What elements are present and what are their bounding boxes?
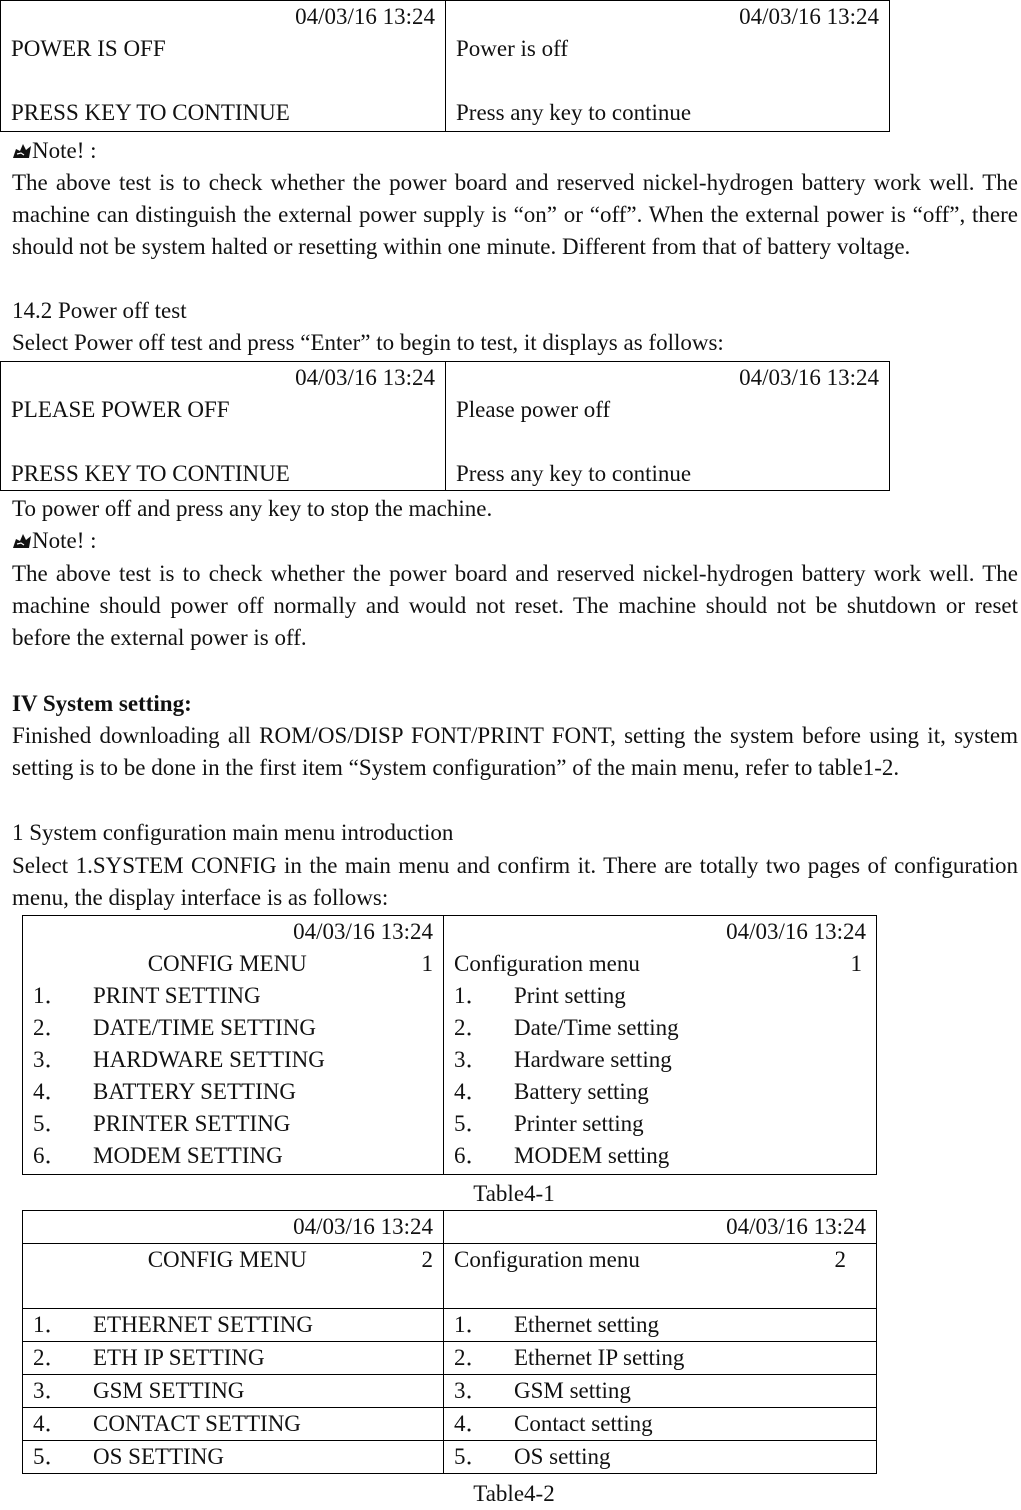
menu-item-number: 4． <box>454 1079 489 1104</box>
menu-item-label: Battery setting <box>514 1079 649 1104</box>
menu-item-number: 1． <box>454 1312 489 1337</box>
menu-item-label: Ethernet setting <box>514 1312 659 1337</box>
power-is-off-table <box>0 0 890 132</box>
timestamp-cell <box>444 1211 877 1244</box>
menu-item-number: 6． <box>454 1143 489 1168</box>
timestamp: 04/03/16 13:24 <box>726 919 866 944</box>
menu-item-number: 3． <box>454 1378 489 1403</box>
timestamp: 04/03/16 13:24 <box>726 1214 866 1239</box>
note-label: Note! : <box>12 525 1018 557</box>
timestamp: 04/03/16 13:24 <box>293 1214 433 1239</box>
config-menu-page1-left <box>23 916 444 1175</box>
please-power-off-table <box>0 361 890 491</box>
menu-item <box>23 1441 444 1474</box>
screen-line: PRESS KEY TO CONTINUE <box>11 461 290 486</box>
menu-header <box>33 948 433 980</box>
menu-item <box>23 1309 444 1342</box>
menu-item-label: Contact setting <box>514 1411 653 1436</box>
screen-line: Press any key to continue <box>456 100 692 125</box>
note-label: Note! : <box>12 135 1018 167</box>
screen-line: PLEASE POWER OFF <box>11 397 230 422</box>
menu-item-number: 5． <box>454 1111 489 1136</box>
menu-item <box>444 1375 877 1408</box>
section-intro: Select Power off test and press “Enter” to begin to test, it displays as follows: <box>12 330 724 355</box>
menu-item-label: OS SETTING <box>93 1444 224 1469</box>
menu-header <box>454 948 866 980</box>
menu-item-label: Printer setting <box>514 1111 644 1136</box>
menu-item <box>454 1076 866 1108</box>
menu-item-number: 4． <box>33 1079 68 1104</box>
menu-item-label: HARDWARE SETTING <box>93 1047 325 1072</box>
menu-header-cell <box>23 1244 444 1309</box>
menu-item <box>23 1342 444 1375</box>
screen-line: PRESS KEY TO CONTINUE <box>11 100 290 125</box>
timestamp-cell <box>23 1211 444 1244</box>
menu-item-label: MODEM setting <box>514 1143 670 1168</box>
timestamp: 04/03/16 13:24 <box>295 365 435 390</box>
config-menu-page1-right <box>444 916 877 1175</box>
timestamp: 04/03/16 13:24 <box>739 365 879 390</box>
menu-item <box>454 1044 866 1076</box>
note-icon <box>12 142 32 160</box>
menu-title: Configuration menu <box>454 1247 640 1272</box>
menu-item-number: 3． <box>454 1047 489 1072</box>
menu-item-number: 4． <box>33 1411 68 1436</box>
menu-item <box>33 980 433 1012</box>
menu-title: Configuration menu <box>454 951 640 976</box>
menu-header <box>33 1244 433 1276</box>
table-row <box>23 1408 877 1441</box>
timestamp: 04/03/16 13:24 <box>295 4 435 29</box>
page-number: 1 <box>850 951 862 976</box>
menu-item-label: CONTACT SETTING <box>93 1411 301 1436</box>
menu-item-number: 1． <box>454 983 489 1008</box>
menu-item-number: 5． <box>454 1444 489 1469</box>
table-caption: Table4-2 <box>473 1481 555 1506</box>
menu-item-label: ETHERNET SETTING <box>93 1312 313 1337</box>
power-is-off-left-cell <box>1 1 446 132</box>
menu-item <box>444 1408 877 1441</box>
subsection-paragraph: Select 1.SYSTEM CONFIG in the main menu and confirm it. There are totally two pages of configuration menu, the display interface is as follows: <box>12 853 1018 910</box>
screen-line: Power is off <box>456 36 569 61</box>
menu-item-label: DATE/TIME SETTING <box>93 1015 316 1040</box>
menu-item-number: 2． <box>454 1345 489 1370</box>
menu-item <box>33 1108 433 1140</box>
menu-item <box>454 1140 866 1172</box>
menu-item-number: 1． <box>33 983 68 1008</box>
table-row <box>23 1441 877 1474</box>
menu-item <box>33 1012 433 1044</box>
menu-item <box>444 1309 877 1342</box>
menu-item-label: Hardware setting <box>514 1047 672 1072</box>
timestamp: 04/03/16 13:24 <box>739 4 879 29</box>
menu-item-label: PRINTER SETTING <box>93 1111 291 1136</box>
menu-item <box>23 1408 444 1441</box>
table-row <box>23 1342 877 1375</box>
please-power-off-right-cell <box>446 362 890 491</box>
menu-item-label: Date/Time setting <box>514 1015 679 1040</box>
menu-item-label: OS setting <box>514 1444 611 1469</box>
menu-item-label: GSM setting <box>514 1378 631 1403</box>
menu-item-number: 3． <box>33 1047 68 1072</box>
note-text: The above test is to check whether the power board and reserved nickel-hydrogen battery work well. The machine can distinguish the external power supply is “on” or “off”. When the external power is “off”, there should not be system halted or resetting within one minute. Different from that of battery voltage. <box>12 170 1018 259</box>
menu-item-label: Print setting <box>514 983 626 1008</box>
menu-item <box>444 1342 877 1375</box>
table-caption: Table4-1 <box>473 1181 555 1206</box>
menu-item <box>444 1441 877 1474</box>
page-number: 2 <box>834 1247 846 1272</box>
menu-item-label: PRINT SETTING <box>93 983 261 1008</box>
menu-item-number: 2． <box>33 1345 68 1370</box>
menu-item-number: 3． <box>33 1378 68 1403</box>
menu-title: CONFIG MENU <box>147 951 307 976</box>
menu-header <box>454 1244 866 1276</box>
screen-line: Press any key to continue <box>456 461 692 486</box>
menu-item <box>33 1044 433 1076</box>
note-text: The above test is to check whether the power board and reserved nickel-hydrogen battery work well. The machine should power off normally and would not reset. The machine should not be shutdown or reset before the external power is off. <box>12 561 1018 650</box>
menu-item <box>454 980 866 1012</box>
menu-item-number: 5． <box>33 1444 68 1469</box>
menu-item-number: 6． <box>33 1143 68 1168</box>
table-row <box>23 1309 877 1342</box>
page-number: 2 <box>421 1247 433 1272</box>
menu-title: CONFIG MENU <box>147 1247 307 1272</box>
menu-item-label: BATTERY SETTING <box>93 1079 296 1104</box>
menu-item-label: ETH IP SETTING <box>93 1345 265 1370</box>
menu-item <box>33 1140 433 1172</box>
menu-item-number: 2． <box>33 1015 68 1040</box>
menu-item-number: 5． <box>33 1111 68 1136</box>
power-is-off-right-cell <box>446 1 890 132</box>
screen-line: POWER IS OFF <box>11 36 166 61</box>
table-row <box>23 1375 877 1408</box>
menu-item <box>33 1076 433 1108</box>
system-setting-heading: IV System setting: <box>12 691 192 716</box>
note-icon <box>12 532 32 550</box>
timestamp: 04/03/16 13:24 <box>293 919 433 944</box>
power-off-instruction: To power off and press any key to stop the machine. <box>12 496 493 521</box>
menu-item-label: GSM SETTING <box>93 1378 245 1403</box>
config-menu-page1-table <box>22 915 877 1175</box>
config-menu-page2-table <box>22 1210 877 1474</box>
menu-item <box>454 1012 866 1044</box>
section-heading: 14.2 Power off test <box>12 298 187 323</box>
menu-item-number: 2． <box>454 1015 489 1040</box>
please-power-off-left-cell <box>1 362 446 491</box>
screen-line: Please power off <box>456 397 611 422</box>
menu-item-label: MODEM SETTING <box>93 1143 283 1168</box>
page-number: 1 <box>421 951 433 976</box>
menu-item-number: 1． <box>33 1312 68 1337</box>
menu-item-label: Ethernet IP setting <box>514 1345 685 1370</box>
system-setting-paragraph: Finished downloading all ROM/OS/DISP FONT/PRINT FONT, setting the system before using it, system setting is to be done in the first item “System configuration” of the main menu, refer to table1-2. <box>12 723 1018 780</box>
subsection-heading: 1 System configuration main menu introduction <box>12 820 454 845</box>
menu-item <box>454 1108 866 1140</box>
menu-item <box>23 1375 444 1408</box>
menu-header-cell <box>444 1244 877 1309</box>
menu-item-number: 4． <box>454 1411 489 1436</box>
